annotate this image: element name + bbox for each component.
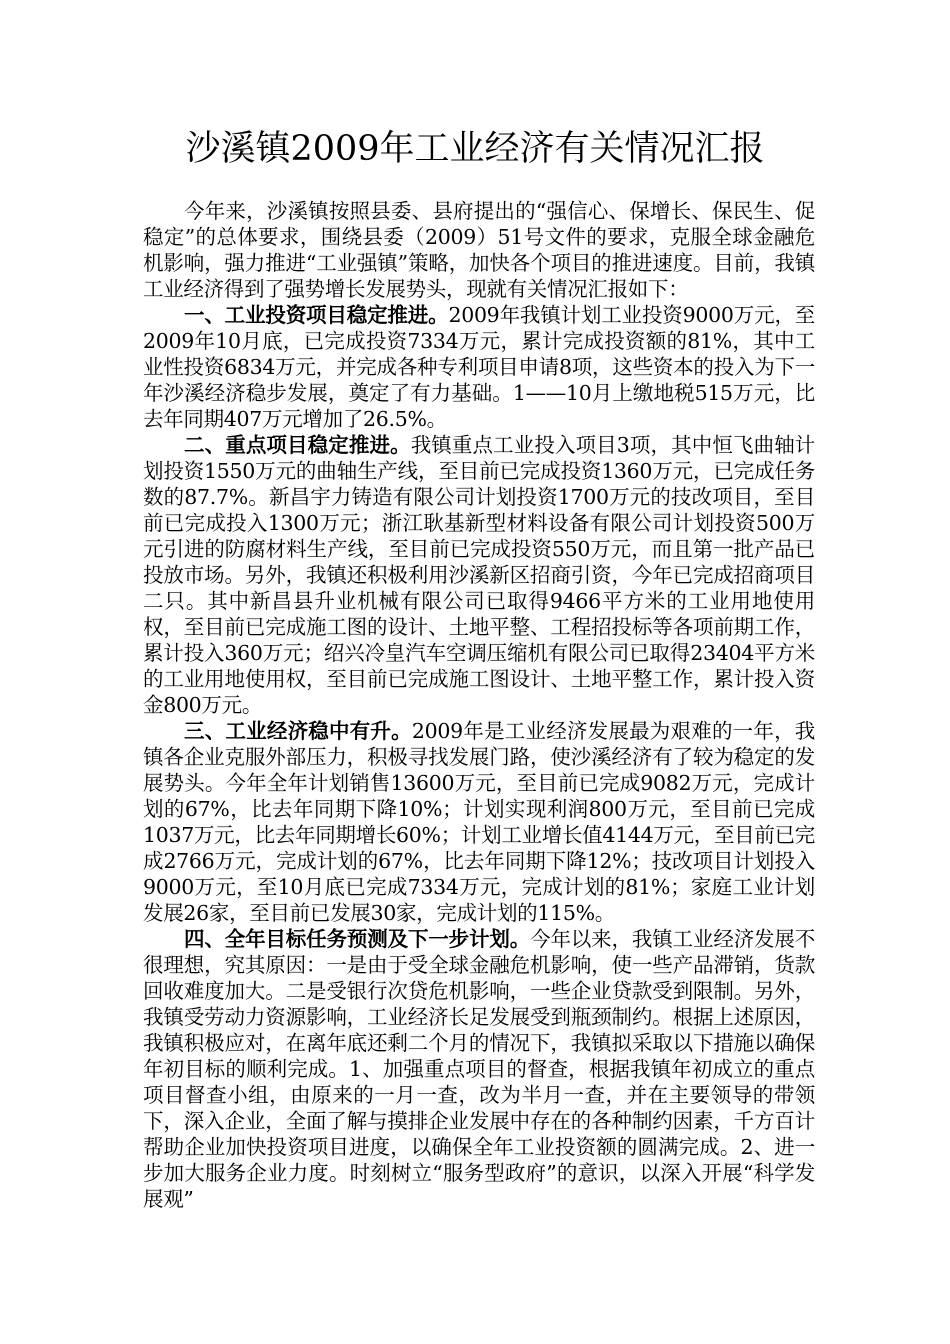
section-heading-3: 三、工业经济稳中有升。 [184,719,412,743]
document-title: 沙溪镇2009年工业经济有关情况汇报 [185,129,765,169]
section-paragraph-4 [143,926,815,1212]
section-text-2: 我镇重点工业投入项目3项，其中恒飞曲轴计划投资1550万元的曲轴生产线，至目前已完成投资1360万元，已完成任务数的87.7%。新昌宇力铸造有限公司计划投资1700万元的技改项目，至目前已完成投入1300万元；浙江耿基新型材料设备有限公司计划投资500万元引进的防腐材料生产线，至目前已完成投资550万元，而且第一批产品已投放市场。另外，我镇还积极利用沙溪新区招商引资，今年已完成招商项目二只。其中新昌县升业机械有限公司已取得9466平方米的工业用地使用权，至目前已完成施工图的设计、土地平整、工程招投标等各项前期工作，累计投入360万元；绍兴冷皇汽车空调压缩机有限公司已取得23404平方米的工业用地使用权，至目前已完成施工图设计、土地平整工作，累计投入资金800万元。 [143,433,816,717]
section-text-3: 2009年是工业经济发展最为艰难的一年，我镇各企业克服外部压力，积极寻找发展门路，使沙溪经济有了较为稳定的发展势头。今年全年计划销售13600万元，至目前已完成9082万元，完成计划的67%，比去年同期下降10%；计划实现利润800万元，至目前已完成1037万元，比去年同期增长60%；计划工业增长值4144万元，至目前已完成2766万元，完成计划的67%，比去年同期下降12%；技改项目计划投入9000万元，至10月底已完成7334万元，完成计划的81%；家庭工业计划发展26家，至目前已发展30家，完成计划的115%。 [143,719,816,925]
section-paragraph-3 [143,718,815,926]
intro-paragraph: 今年来，沙溪镇按照县委、县府提出的“强信心、保增长、保民生、促稳定”的总体要求，围绕县委（2009）51号文件的要求，克服全球金融危机影响，强力推进“工业强镇”策略，加快各个项目的推进速度。目前，我镇工业经济得到了强势增长发展势头，现就有关情况汇报如下： [143,199,815,301]
section-paragraph-2 [143,432,815,718]
section-heading-4: 四、全年目标任务预测及下一步计划。 [184,927,531,951]
section-text-1: 2009年我镇计划工业投资9000万元，至2009年10月底，已完成投资7334万元，累计完成投资额的81%，其中工业性投资6834万元，并完成各种专利项目申请8项，这些资本的投入为下一年沙溪经济稳步发展，奠定了有力基础。1——10月上缴地税515万元，比去年同期407万元增加了26.5%。 [143,303,815,431]
section-paragraph-1 [143,302,815,432]
section-heading-2: 二、重点项目稳定推进。 [184,433,411,457]
document-body [143,198,815,1212]
section-heading-1: 一、工业投资项目稳定推进。 [184,303,449,327]
section-text-4: 今年以来，我镇工业经济发展不很理想，究其原因：一是由于受全球金融危机影响，使一些产品滞销，货款回收难度加大。二是受银行次贷危机影响，一些企业贷款受到限制。另外，我镇受劳动力资源影响，工业经济长足发展受到瓶颈制约。根据上述原因，我镇积极应对，在离年底还剩二个月的情况下，我镇拟采取以下措施以确保年初目标的顺利完成。1、加强重点项目的督查，根据我镇年初成立的重点项目督查小组，由原来的一月一查，改为半月一查，并在主要领导的带领下，深入企业，全面了解与摸排企业发展中存在的各种制约因素，千方百计帮助企业加快投资项目进度，以确保全年工业投资额的圆满完成。2、进一步加大服务企业力度。时刻树立“服务型政府”的意识，以深入开展“科学发展观” [143,927,815,1211]
